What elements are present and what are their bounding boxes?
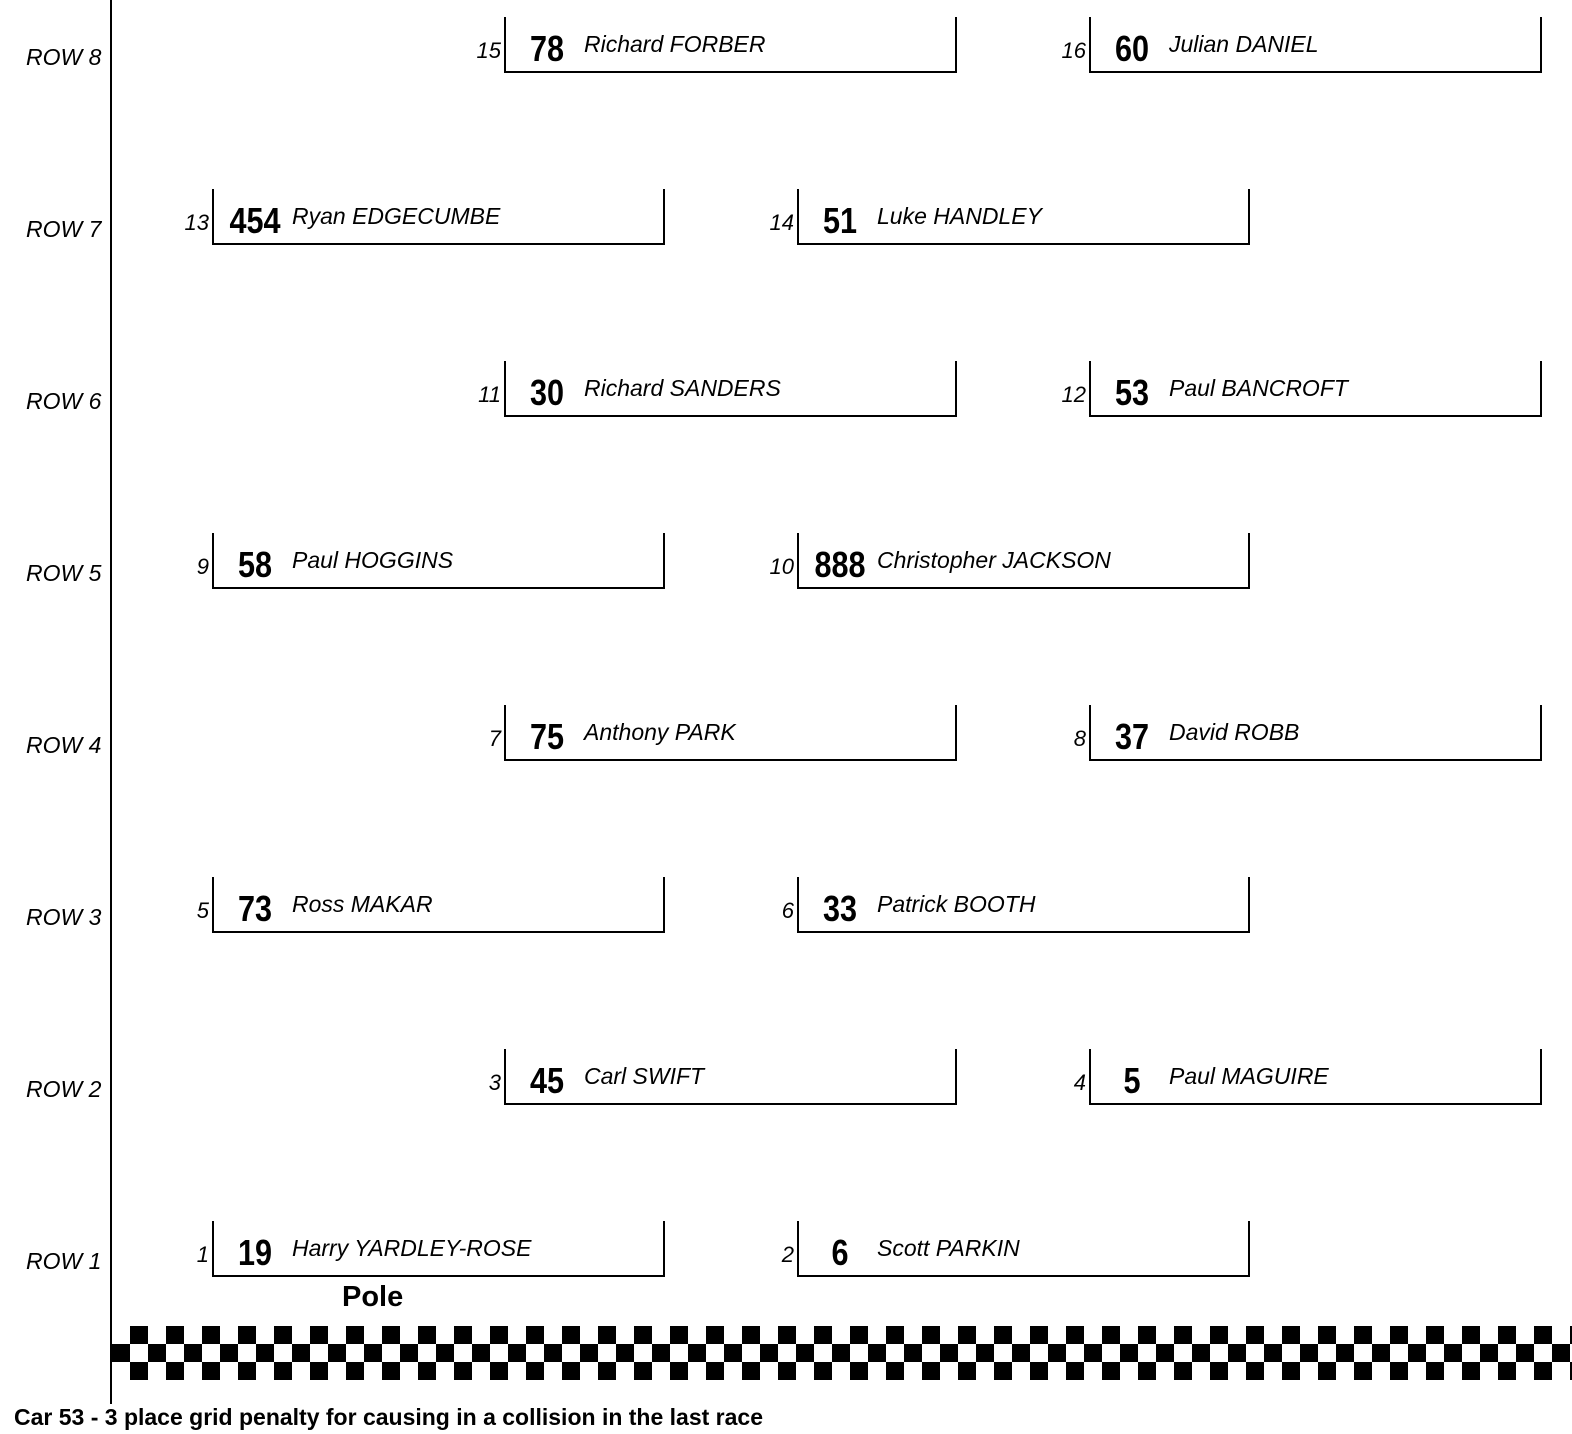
row-label-2: ROW 2 (26, 1076, 102, 1102)
grid-position: 4 (1073, 1070, 1086, 1095)
driver-name: Harry YARDLEY-ROSE (292, 1235, 532, 1261)
pole-label: Pole (342, 1281, 404, 1313)
car-number: 33 (822, 888, 858, 929)
car-number: 5 (1123, 1060, 1141, 1101)
driver-name: Anthony PARK (584, 719, 736, 745)
penalty-note: Car 53 - 3 place grid penalty for causing in a collision in the last race (14, 1404, 764, 1430)
row-label-4: ROW 4 (26, 732, 102, 758)
grid-position: 7 (488, 726, 501, 751)
grid-position: 13 (184, 210, 209, 235)
grid-slot-1 (196, 1221, 662, 1277)
row-label-7: ROW 7 (26, 216, 102, 242)
driver-name: Scott PARKIN (877, 1235, 1020, 1261)
row-label-5: ROW 5 (26, 560, 102, 586)
row-label-6: ROW 6 (26, 388, 102, 414)
car-number: 6 (831, 1232, 849, 1273)
grid-slot-13 (184, 189, 662, 245)
grid-slot-15 (476, 17, 954, 73)
car-number: 37 (1114, 716, 1150, 757)
grid-position: 2 (781, 1242, 794, 1267)
car-number: 45 (529, 1060, 565, 1101)
car-number: 19 (237, 1232, 273, 1273)
driver-name: Paul BANCROFT (1169, 375, 1348, 401)
grid-position: 3 (488, 1070, 501, 1095)
row-label-3: ROW 3 (26, 904, 102, 930)
grid-slot-12 (1061, 361, 1539, 417)
grid-position: 1 (196, 1242, 209, 1267)
grid-slot-5 (196, 877, 662, 933)
grid-position: 15 (476, 38, 501, 63)
grid-position: 8 (1073, 726, 1086, 751)
grid-position: 14 (769, 210, 794, 235)
car-number: 78 (529, 28, 565, 69)
grid-slot-8 (1073, 705, 1539, 761)
driver-name: Julian DANIEL (1169, 31, 1319, 57)
driver-name: Luke HANDLEY (877, 203, 1042, 229)
driver-name: Ross MAKAR (292, 891, 433, 917)
grid-slot-6 (781, 877, 1247, 933)
row-label-8: ROW 8 (26, 44, 102, 70)
grid-vertical-line (110, 0, 112, 1404)
grid-position: 10 (769, 554, 794, 579)
grid-slot-11 (478, 361, 954, 417)
driver-name: Richard SANDERS (584, 375, 781, 401)
car-number: 51 (822, 200, 858, 241)
driver-name: Paul MAGUIRE (1169, 1063, 1329, 1089)
driver-name: Carl SWIFT (584, 1063, 705, 1089)
car-number: 30 (529, 372, 565, 413)
car-number: 73 (237, 888, 273, 929)
driver-name: Christopher JACKSON (877, 547, 1111, 573)
car-number: 888 (814, 544, 866, 585)
grid-position: 16 (1061, 38, 1086, 63)
driver-name: David ROBB (1169, 719, 1300, 745)
grid-slot-9 (196, 533, 662, 589)
grid-position: 9 (196, 554, 209, 579)
car-number: 53 (1114, 372, 1150, 413)
driver-name: Ryan EDGECUMBE (292, 203, 501, 229)
grid-slot-2 (781, 1221, 1247, 1277)
grid-slot-14 (769, 189, 1247, 245)
grid-slot-16 (1061, 17, 1539, 73)
row-label-1: ROW 1 (26, 1248, 102, 1274)
car-number: 60 (1114, 28, 1150, 69)
grid-position: 5 (196, 898, 209, 923)
grid-slot-4 (1073, 1049, 1539, 1105)
driver-name: Richard FORBER (584, 31, 766, 57)
grid-slot-10 (769, 533, 1247, 589)
car-number: 454 (229, 200, 281, 241)
grid-slot-3 (488, 1049, 954, 1105)
car-number: 75 (529, 716, 565, 757)
driver-name: Patrick BOOTH (877, 891, 1036, 917)
car-number: 58 (237, 544, 273, 585)
grid-position: 12 (1061, 382, 1086, 407)
grid-position: 6 (781, 898, 794, 923)
checkered-flag-line (112, 1326, 1572, 1380)
driver-name: Paul HOGGINS (292, 547, 454, 573)
grid-position: 11 (478, 382, 501, 407)
grid-slot-7 (488, 705, 954, 761)
